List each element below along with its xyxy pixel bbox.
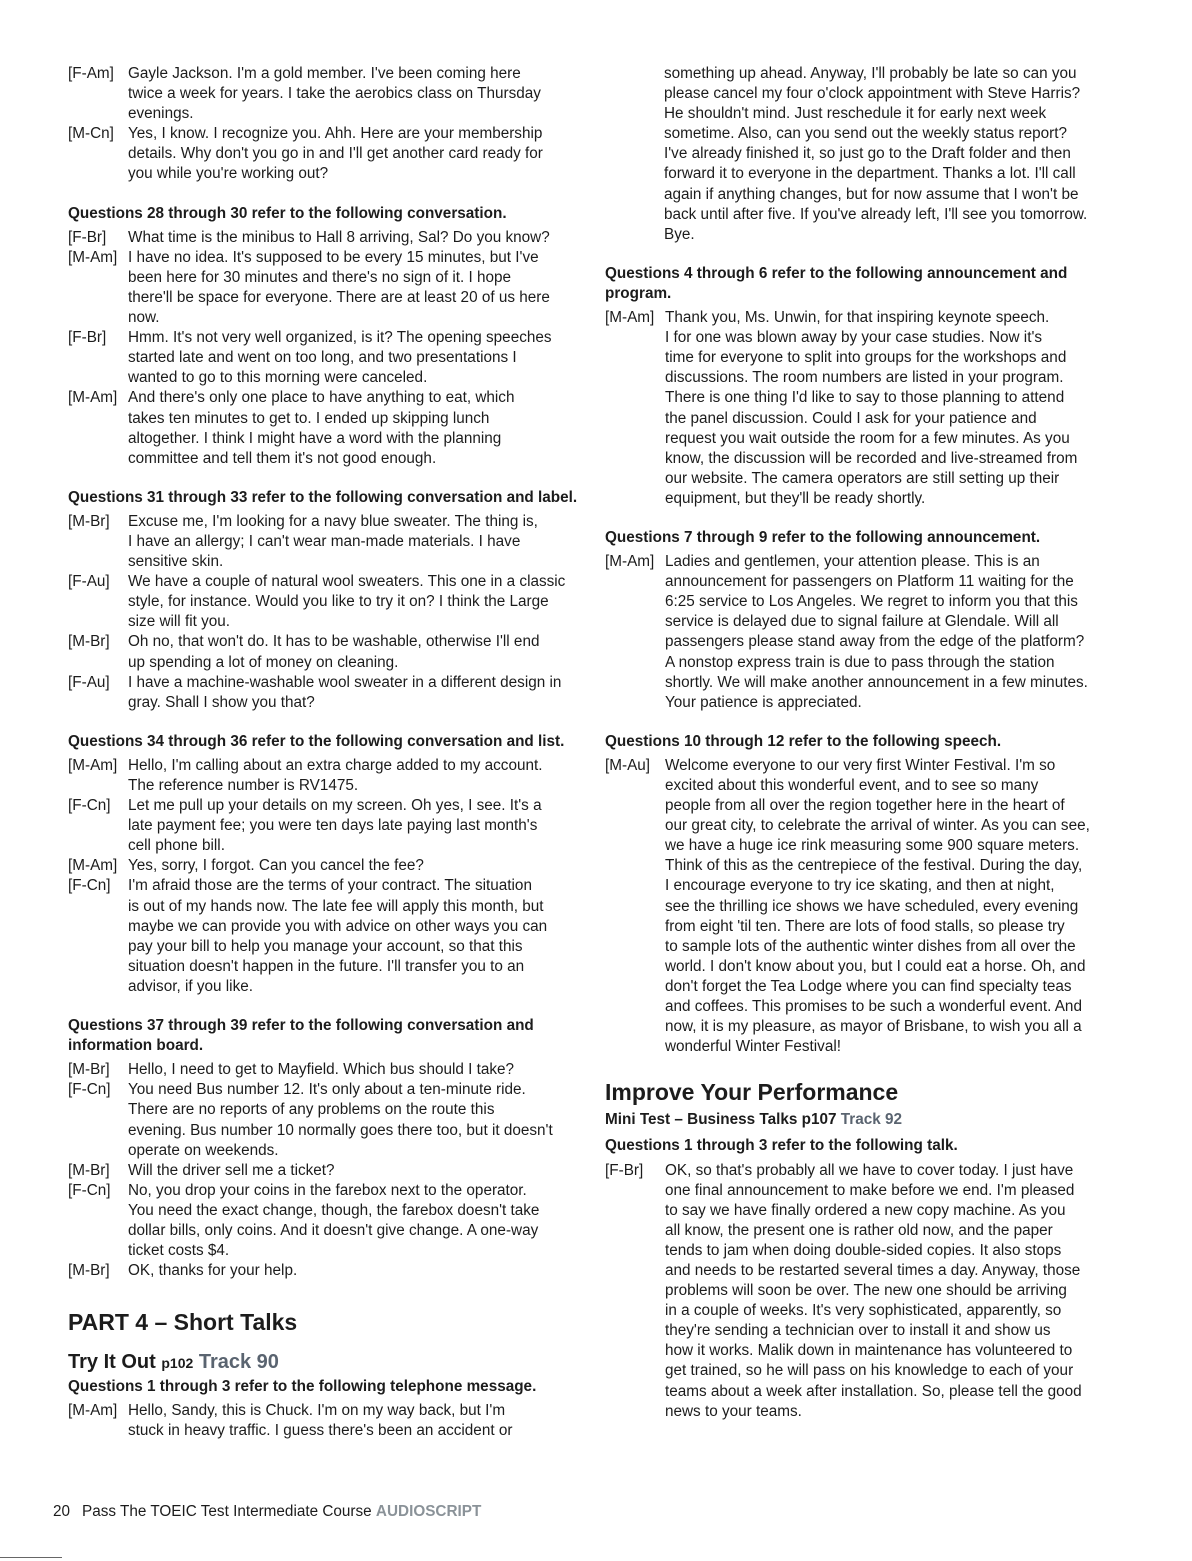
text-line: I've already finished it, so just go to the Draft folder and then: [664, 145, 1071, 163]
speaker-label: [M-Am]: [68, 756, 118, 774]
speaker-label: [M-Br]: [68, 512, 110, 530]
text-line: time for everyone to split into groups for the workshops and: [665, 349, 1067, 367]
dialogue-entry: [605, 756, 1117, 1057]
text-line: sometime. Also, can you send out the weekly status report?: [664, 125, 1068, 143]
talk-sections: [605, 264, 1117, 1057]
text-line: Your patience is appreciated.: [665, 693, 862, 711]
entry-text: [128, 796, 580, 856]
speaker-label: [F-Cn]: [68, 797, 111, 815]
speaker-label: [F-Br]: [605, 1161, 644, 1179]
text-line: wonderful Winter Festival!: [665, 1038, 841, 1056]
text-line: I for one was blown away by your case studies. Now it's: [665, 329, 1043, 347]
text-line: problems will soon be over. The new one should be arriving: [665, 1282, 1067, 1300]
text-line: The reference number is RV1475.: [128, 777, 359, 794]
text-line: OK, thanks for your help.: [128, 1262, 298, 1280]
speaker-label: [F-Cn]: [68, 877, 111, 895]
dialogue-entry: [68, 64, 580, 124]
dialogue-entry: [68, 328, 580, 388]
text-line: There are no reports of any problems on the route this: [128, 1101, 495, 1119]
text-line: and coffees. This promises to be such a wonderful event. And: [665, 998, 1082, 1016]
text-line: request you wait outside the room for a few minutes. As you: [665, 429, 1070, 447]
speaker-label: [M-Cn]: [68, 125, 114, 143]
business-talk: [605, 1161, 1117, 1422]
right-column: [605, 64, 1117, 1422]
text-line: style, for instance. Would you like to try it on? I think the Large: [128, 593, 549, 611]
text-line: A nonstop express train is due to pass through the station: [665, 653, 1055, 671]
text-line: What time is the minibus to Hall 8 arriving, Sal? Do you know?: [128, 228, 550, 246]
speaker-label: [F-Au]: [68, 673, 110, 691]
dialogue-entry: [68, 856, 580, 876]
text-line: He shouldn't mind. Just reschedule it for early next week: [664, 105, 1047, 123]
entry-text: [128, 1060, 580, 1080]
dialogue-entry: [68, 756, 580, 796]
text-line: There is one thing I'd like to say to those planning to attend: [665, 389, 1065, 407]
dialogue-entry: [68, 876, 580, 997]
text-line: gray. Shall I show you that?: [128, 693, 315, 711]
entry-text: [665, 1161, 1117, 1422]
text-line: one final announcement to make before we end. I'm pleased: [665, 1181, 1075, 1199]
entry-text: [665, 756, 1117, 1057]
speaker-label: [M-Au]: [605, 756, 651, 774]
text-line: forward it to everyone in the department. Thanks a lot. I'll call: [664, 165, 1076, 183]
speaker-label: [F-Cn]: [68, 1181, 111, 1199]
try-it-out-title: Try It Out: [68, 1351, 156, 1374]
dialogue-entry: [68, 228, 580, 248]
text-line: people from all over the region together here in the heart of: [665, 797, 1065, 815]
text-line: Think of this as the centrepiece of the festival. During the day,: [665, 857, 1083, 875]
text-line: committee and tell them it's not good enough.: [128, 449, 437, 467]
text-line: our great city, to celebrate the arrival of winter. As you can see,: [665, 817, 1090, 835]
speaker-label: [M-Am]: [605, 309, 655, 327]
entry-text: [128, 856, 580, 876]
text-line: up spending a lot of money on cleaning.: [128, 653, 399, 671]
text-line: I have a machine-washable wool sweater in a different design in: [128, 673, 562, 691]
section-heading: Questions 10 through 12 refer to the following speech.: [605, 732, 1002, 750]
entry-text: [128, 124, 580, 184]
text-line: Yes, sorry, I forgot. Can you cancel the fee?: [128, 857, 424, 875]
text-line: again if anything changes, but for now assume that I won't be: [664, 185, 1079, 203]
part4-q1-heading: Questions 1 through 3 refer to the following telephone message.: [68, 1378, 537, 1396]
text-line: we have a huge ice rink measuring some 900 square meters.: [665, 837, 1080, 855]
text-line: takes ten minutes to get to. I ended up skipping lunch: [128, 409, 490, 427]
text-line: altogether. I think I might have a word with the planning: [128, 429, 502, 447]
entry-text: [128, 248, 580, 328]
speaker-label: [F-Au]: [68, 573, 110, 591]
text-line: been here for 30 minutes and there's no sign of it. I hope: [128, 268, 512, 286]
text-line: Welcome everyone to our very first Winter Festival. I'm so: [665, 756, 1056, 774]
text-line: Hmm. It's not very well organized, is it? The opening speeches: [128, 329, 552, 347]
text-line: don't forget the Tea Lodge where you can find specialty teas: [665, 977, 1072, 995]
text-line: stuck in heavy traffic. I guess there's been an accident or: [128, 1422, 513, 1440]
section-label: AUDIOSCRIPT: [375, 1503, 482, 1520]
text-line: advisor, if you like.: [128, 977, 253, 995]
dialogue-entry: [605, 1161, 1117, 1422]
text-line: Hello, Sandy, this is Chuck. I'm on my way back, but I'm: [128, 1402, 506, 1420]
text-line: twice a week for years. I take the aerobics class on Thursday: [128, 85, 541, 103]
text-line: all know, the present one is rather old now, and the paper: [665, 1221, 1053, 1239]
text-line: know, the discussion will be recorded and live-streamed from: [665, 449, 1078, 467]
text-line: operate on weekends.: [128, 1141, 279, 1159]
dialogue-entry: [68, 632, 580, 672]
text-line: I encourage everyone to try ice skating, and then at night,: [665, 877, 1055, 895]
entry-text: [128, 1080, 580, 1160]
text-line: please cancel my four o'clock appointment with Steve Harris?: [664, 85, 1081, 103]
text-line: announcement for passengers on Platform 11 waiting for the: [665, 573, 1074, 591]
text-line: something up ahead. Anyway, I'll probably be late so can you: [664, 65, 1077, 82]
entry-text: [128, 572, 580, 632]
speaker-label: [M-Am]: [68, 857, 118, 875]
text-line: Hello, I'm calling about an extra charge added to my account.: [128, 756, 543, 774]
text-line: Yes, I know. I recognize you. Ahh. Here are your membership: [128, 125, 543, 143]
entry-text: [128, 673, 580, 713]
text-line: how it works. Malik down in maintenance has volunteered to: [665, 1342, 1073, 1360]
text-line: news to your teams.: [665, 1402, 802, 1420]
text-line: and needs to be restarted several times a day. Anyway, those: [665, 1261, 1081, 1279]
speaker-label: [M-Am]: [68, 248, 118, 266]
text-line: Will the driver sell me a ticket?: [128, 1161, 335, 1179]
text-line: You need Bus number 12. It's only about a ten-minute ride.: [128, 1081, 526, 1099]
entry-text: [665, 308, 1117, 509]
text-line: 6:25 service to Los Angeles. We regret to inform you that this: [665, 593, 1078, 611]
page-number: 20: [53, 1503, 71, 1520]
text-line: started late and went on too long, and two presentations I: [128, 349, 517, 367]
text-line: tends to jam when doing double-sided copies. It also stops: [665, 1241, 1062, 1259]
bottom-rule: [0, 1557, 62, 1558]
section-heading: Questions 34 through 36 refer to the following conversation and list.: [68, 732, 565, 750]
telephone-message-continued: [605, 64, 1117, 245]
text-line: shortly. We will make another announcement in a few minutes.: [665, 673, 1088, 691]
entry-text: [128, 512, 580, 572]
speaker-label: [F-Am]: [68, 65, 114, 82]
text-line: maybe we can provide you with advice on other ways you can: [128, 917, 548, 935]
entry-text: [128, 632, 580, 672]
text-line: to sample lots of the authentic winter dishes from all over the: [665, 937, 1076, 955]
text-line: back until after five. If you've already left, I'll see you tomorrow.: [664, 205, 1088, 223]
dialogue-entry: [68, 1060, 580, 1080]
conversation-sections: [68, 204, 580, 1282]
dialogue-entry: [68, 1261, 580, 1281]
text-line: You need the exact change, though, the farebox doesn't take: [128, 1201, 540, 1219]
text-line: Thank you, Ms. Unwin, for that inspiring keynote speech.: [665, 309, 1050, 327]
text-line: evening. Bus number 10 normally goes there too, but it doesn't: [128, 1121, 553, 1139]
try-it-out-page: p102: [161, 1355, 194, 1372]
text-line: I'm afraid those are the terms of your contract. The situation: [128, 877, 532, 895]
left-column: [68, 64, 580, 1442]
text-line: equipment, but they'll be ready shortly.: [665, 489, 926, 507]
try-it-out-heading: [68, 1350, 580, 1375]
section-heading: Questions 28 through 30 refer to the following conversation.: [68, 204, 507, 222]
entry-text: [128, 64, 580, 124]
text-line: I have an allergy; I can't wear man-made materials. I have: [128, 532, 521, 550]
intro-dialogue: [68, 64, 580, 185]
dialogue-entry: [68, 1181, 580, 1261]
text-line: pay your bill to help you manage your account, so that this: [128, 937, 523, 955]
entry-text: [128, 328, 580, 388]
text-line: excited about this wonderful event, and to see so many: [665, 777, 1039, 794]
entry-text: [665, 552, 1117, 713]
speaker-label: [M-Br]: [68, 1262, 110, 1280]
dialogue-entry: [68, 796, 580, 856]
section-heading: Questions 7 through 9 refer to the following announcement.: [605, 528, 1041, 546]
text-line: get trained, so he will pass on his knowledge to each of your: [665, 1362, 1074, 1380]
text-line: now, it is my pleasure, as mayor of Brisbane, to wish you all a: [665, 1018, 1082, 1036]
telephone-message: [68, 1401, 580, 1441]
speaker-label: [M-Br]: [68, 1061, 110, 1079]
text-line: Hello, I need to get to Mayfield. Which bus should I take?: [128, 1061, 515, 1079]
dialogue-entry: [68, 1080, 580, 1160]
text-line: is out of my hands now. The late fee will apply this month, but: [128, 897, 544, 915]
speaker-label: [F-Br]: [68, 228, 107, 246]
speaker-label: [M-Br]: [68, 1161, 110, 1179]
text-line: details. Why don't you go in and I'll get another card ready for: [128, 145, 543, 163]
improve-title: Improve Your Performance: [605, 1079, 899, 1106]
text-line: in a couple of weeks. It's very sophisticated, apparently, so: [665, 1302, 1062, 1320]
speaker-label: [M-Am]: [605, 553, 655, 571]
track-92-label: Track 92: [840, 1111, 903, 1129]
text-line: late payment fee; you were ten days late paying last month's: [128, 817, 538, 835]
text-line: Let me pull up your details on my screen. Oh yes, I see. It's a: [128, 797, 542, 815]
track-90-label: Track 90: [198, 1351, 279, 1374]
entry-text: [128, 1261, 580, 1281]
text-line: our website. The camera operators are still setting up their: [665, 469, 1060, 487]
dialogue-entry: [605, 308, 1117, 509]
entry-text: [128, 1401, 580, 1441]
text-line: Oh no, that won't do. It has to be washable, otherwise I'll end: [128, 633, 540, 651]
text-line: Excuse me, I'm looking for a navy blue sweater. The thing is,: [128, 512, 538, 530]
speaker-label: [F-Cn]: [68, 1081, 111, 1099]
text-line: size will fit you.: [128, 613, 231, 631]
text-line: ticket costs $4.: [128, 1242, 230, 1260]
speaker-label: [M-Br]: [68, 633, 110, 651]
text-line: they're sending a technician over to install it and show us: [665, 1322, 1051, 1340]
text-line: to say we have finally ordered a new copy machine. As you: [665, 1201, 1066, 1219]
dialogue-entry: [68, 248, 580, 328]
text-line: cell phone bill.: [128, 837, 225, 855]
part4-title: PART 4 – Short Talks: [68, 1309, 298, 1336]
entry-text: [128, 756, 580, 796]
text-line: there'll be space for everyone. There are at least 20 of us here: [128, 288, 550, 306]
text-line: I have no idea. It's supposed to be every 15 minutes, but I've: [128, 248, 539, 266]
text-line: Bye.: [664, 225, 695, 243]
text-line: you while you're working out?: [128, 165, 329, 183]
text-line: world. I don't know about you, but I could eat a horse. Oh, and: [665, 957, 1086, 975]
entry-text: [128, 388, 580, 468]
text-line: wanted to go to this morning were canceled.: [128, 369, 428, 387]
text-line: the panel discussion. Could I ask for your patience and: [665, 409, 1037, 427]
dialogue-entry: [68, 572, 580, 632]
page-footer: [53, 1503, 481, 1521]
dialogue-entry: [68, 673, 580, 713]
mini-test-heading: [605, 1110, 1117, 1130]
section-heading: Questions 31 through 33 refer to the following conversation and label.: [68, 488, 578, 506]
text-line: situation doesn't happen in the future. I'll transfer you to an: [128, 957, 525, 975]
text-line: sensitive skin.: [128, 553, 224, 571]
text-line: now.: [128, 309, 160, 327]
mini-test-page: p107: [801, 1111, 837, 1129]
entry-text: [128, 1161, 580, 1181]
speaker-label: [M-Am]: [68, 389, 118, 407]
text-line: And there's only one place to have anything to eat, which: [128, 389, 515, 407]
entry-text: [128, 876, 580, 997]
text-line: see the thrilling ice shows we have scheduled, every evening: [665, 897, 1079, 915]
entry-text: [128, 228, 580, 248]
text-line: from eight 'til ten. There are lots of food stalls, so please try: [665, 917, 1065, 935]
speaker-label: [M-Am]: [68, 1402, 118, 1420]
mini-test-title: Mini Test – Business Talks: [605, 1111, 798, 1129]
dialogue-entry: [68, 388, 580, 468]
text-line: passengers please stand away from the edge of the platform?: [665, 633, 1085, 651]
entry-text: [128, 1181, 580, 1261]
text-line: evenings.: [128, 105, 194, 123]
section-heading: Questions 4 through 6 refer to the following announcement and program.: [605, 264, 1068, 302]
dialogue-entry: [68, 1161, 580, 1181]
dialogue-entry: [68, 512, 580, 572]
text-line: Gayle Jackson. I'm a gold member. I've been coming here: [128, 65, 521, 82]
dialogue-entry: [68, 1401, 580, 1441]
improve-q1-heading: Questions 1 through 3 refer to the following talk.: [605, 1137, 958, 1155]
text-line: OK, so that's probably all we have to cover today. I just have: [665, 1161, 1074, 1179]
text-line: Ladies and gentlemen, your attention please. This is an: [665, 553, 1040, 571]
text-line: We have a couple of natural wool sweaters. This one in a classic: [128, 573, 566, 591]
dialogue-entry: [605, 552, 1117, 713]
text-line: dollar bills, only coins. And it doesn't give change. A one-way: [128, 1221, 539, 1239]
text-line: discussions. The room numbers are listed in your program.: [665, 369, 1064, 387]
text-line: teams about a week after installation. So, please tell the good: [665, 1382, 1082, 1400]
text-line: No, you drop your coins in the farebox next to the operator.: [128, 1181, 527, 1199]
section-heading: Questions 37 through 39 refer to the following conversation and information board.: [68, 1017, 534, 1055]
speaker-label: [F-Br]: [68, 329, 107, 347]
book-title: Pass The TOEIC Test Intermediate Course: [82, 1503, 372, 1520]
text-line: service is delayed due to signal failure at Glendale. Will all: [665, 613, 1059, 631]
dialogue-entry: [68, 124, 580, 184]
